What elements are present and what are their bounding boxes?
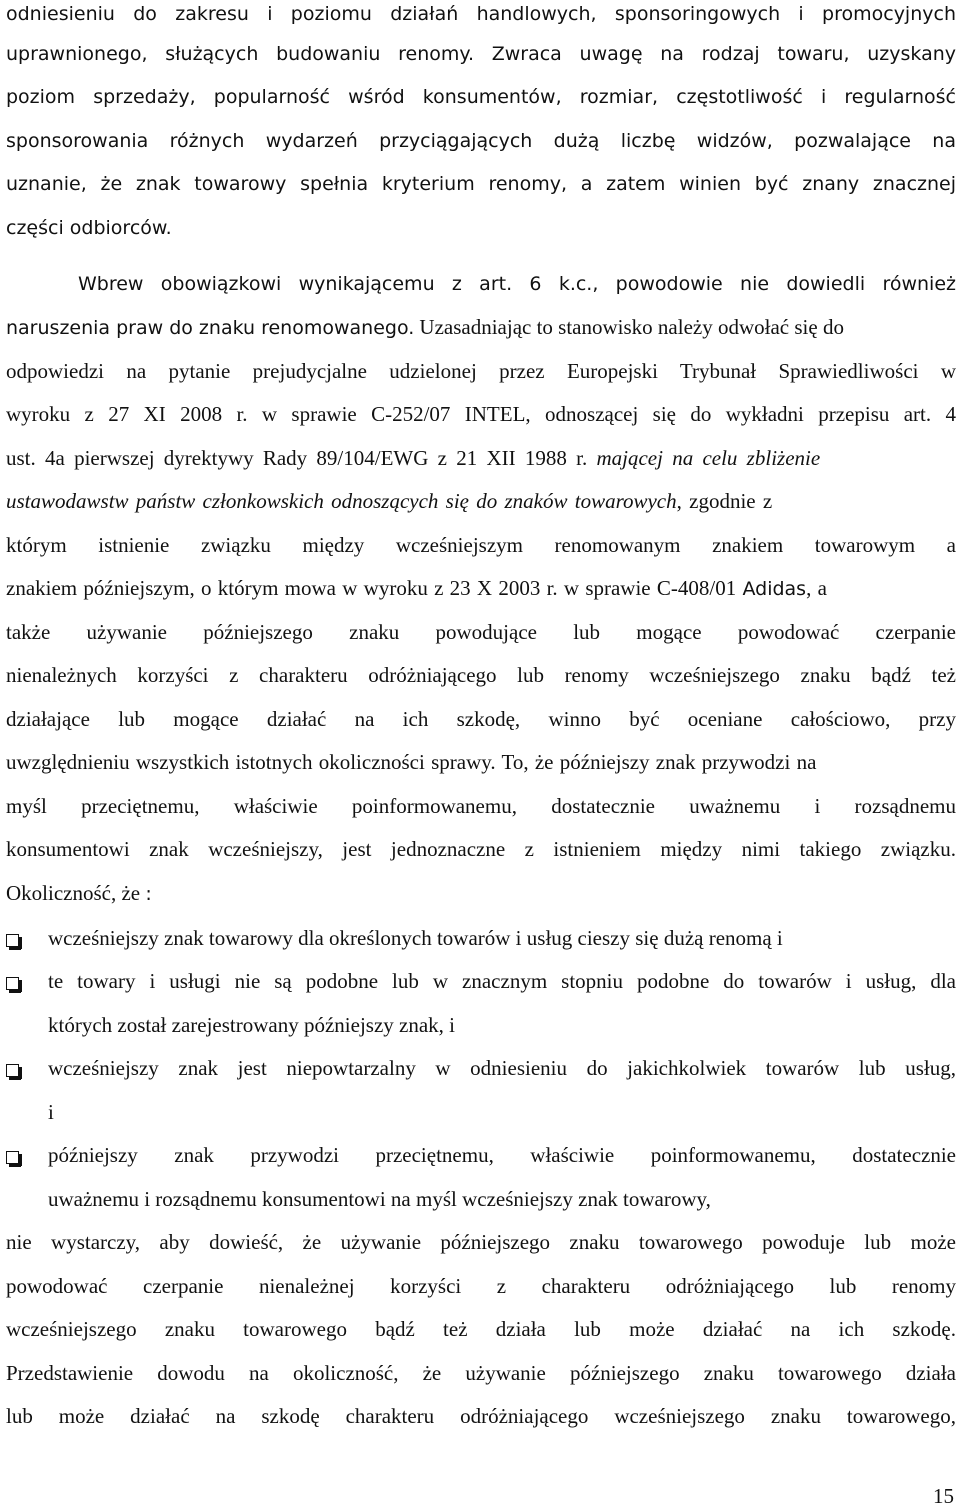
- text-line-mixed: [6, 574, 956, 602]
- text-line: Przedstawienie dowodu na okoliczność, że używanie późniejszego znaku towarowego działa: [6, 1361, 956, 1385]
- list-item: wcześniejszy znak towarowy dla określonych towarów i usług cieszy się dużą renomą i: [48, 926, 783, 950]
- text-line: uznanie, że znak towarowy spełnia kryterium renomy, a zatem winien być znany znacznej: [6, 173, 956, 195]
- list-item: te towary i usługi nie są podobne lub w znacznym stopniu podobne do towarów i usług, dla: [48, 969, 956, 993]
- checkbox-bullet-icon: [6, 934, 19, 947]
- text-run: Okoliczność, że: [6, 881, 141, 905]
- list-item-continuation: i: [48, 1100, 54, 1124]
- text-run: , a: [806, 576, 827, 600]
- text-run: To, że późniejszy znak przywodzi na: [501, 750, 817, 774]
- text-line: myśl przeciętnemu, właściwie poinformowanemu, dostatecznie uważnemu i rozsądnemu: [6, 794, 956, 818]
- list-item: wcześniejszy znak jest niepowtarzalny w odniesieniu do jakichkolwiek towarów lub usług,: [48, 1056, 956, 1080]
- list-item: późniejszy znak przywodzi przeciętnemu, właściwie poinformowanemu, dostatecznie: [48, 1143, 956, 1167]
- checkbox-bullet-icon: [6, 1151, 19, 1164]
- text-line: wcześniejszego znaku towarowego bądź też działa lub może działać na ich szkodę.: [6, 1317, 956, 1341]
- text-run: uwzględnieniu wszystkich istotnych okoliczności sprawy.: [6, 750, 496, 774]
- text-run: znakiem późniejszym, o którym mowa w wyroku z 23 X 2003 r. w sprawie C-408/01: [6, 576, 737, 600]
- text-line: powodować czerpanie nienależnej korzyści z charakteru odróżniającego lub renomy: [6, 1274, 956, 1298]
- text-line: nienależnych korzyści z charakteru odróżniającego lub renomy wcześniejszego znaku bądź też: [6, 663, 956, 687]
- text-line: uprawnionego, służących budowaniu renomy. Zwraca uwagę na rodzaj towaru, uzyskany: [6, 43, 956, 65]
- text-line: nie wystarczy, aby dowieść, że używanie późniejszego znaku towarowego powoduje lub może: [6, 1230, 956, 1254]
- text-run: :: [145, 883, 152, 905]
- text-run: Adidas: [742, 578, 807, 600]
- text-line: sponsorowania różnych wydarzeń przyciągających dużą liczbę widzów, pozwalające na: [6, 130, 956, 152]
- checkbox-bullet-icon: [6, 977, 19, 990]
- text-line: Wbrew obowiązkowi wynikającemu z art. 6 k.c., powodowie nie dowiedli również: [78, 273, 956, 295]
- list-item-continuation: uważnemu i rozsądnemu konsumentowi na myśl wcześniejszy znak towarowy,: [48, 1187, 711, 1211]
- text-line-mixed: [6, 879, 956, 907]
- text-line: części odbiorców.: [6, 217, 172, 239]
- text-run: ust. 4a pierwszej dyrektywy Rady 89/104/EWG z 21 XII 1988 r.: [6, 446, 588, 470]
- checkbox-bullet-icon: [6, 1064, 19, 1077]
- text-line-mixed: [6, 487, 956, 515]
- text-line-mixed: [6, 748, 956, 776]
- text-line-mixed: [6, 313, 956, 341]
- text-run-italic: ustawodawstw państw członkowskich odnoszących się do znaków towarowych: [6, 489, 677, 513]
- text-line: także używanie późniejszego znaku powodujące lub mogące powodować czerpanie: [6, 620, 956, 644]
- text-line-mixed: [6, 444, 956, 472]
- text-line: działające lub mogące działać na ich szkodę, winno być oceniane całościowo, przy: [6, 707, 956, 731]
- text-run: Uzasadniając to stanowisko należy odwołać się do: [419, 315, 844, 339]
- text-run: naruszenia praw do znaku renomowanego.: [6, 317, 415, 339]
- text-line: poziom sprzedaży, popularność wśród konsumentów, rozmiar, częstotliwość i regularność: [6, 86, 956, 108]
- list-item-continuation: których został zarejestrowany późniejszy znak, i: [48, 1013, 456, 1037]
- text-line: konsumentowi znak wcześniejszy, jest jednoznaczne z istnieniem między nimi takiego związku.: [6, 837, 956, 861]
- text-run-italic: mającej na celu zbliżenie: [596, 446, 821, 470]
- text-line: odniesieniu do zakresu i poziomu działań handlowych, sponsoringowych i promocyjnych: [6, 3, 956, 25]
- page-number: 15: [933, 1484, 954, 1508]
- text-line: którym istnienie związku między wcześniejszym renomowanym znakiem towarowym a: [6, 533, 956, 557]
- text-run: , zgodnie z: [676, 489, 773, 513]
- text-line: lub może działać na szkodę charakteru odróżniającego wcześniejszego znaku towarowego,: [6, 1404, 956, 1428]
- text-line: odpowiedzi na pytanie prejudycjalne udzielonej przez Europejski Trybunał Sprawiedliwości w: [6, 359, 956, 383]
- text-line: wyroku z 27 XI 2008 r. w sprawie C-252/07 INTEL, odnoszącej się do wykładni przepisu art. 4: [6, 402, 956, 426]
